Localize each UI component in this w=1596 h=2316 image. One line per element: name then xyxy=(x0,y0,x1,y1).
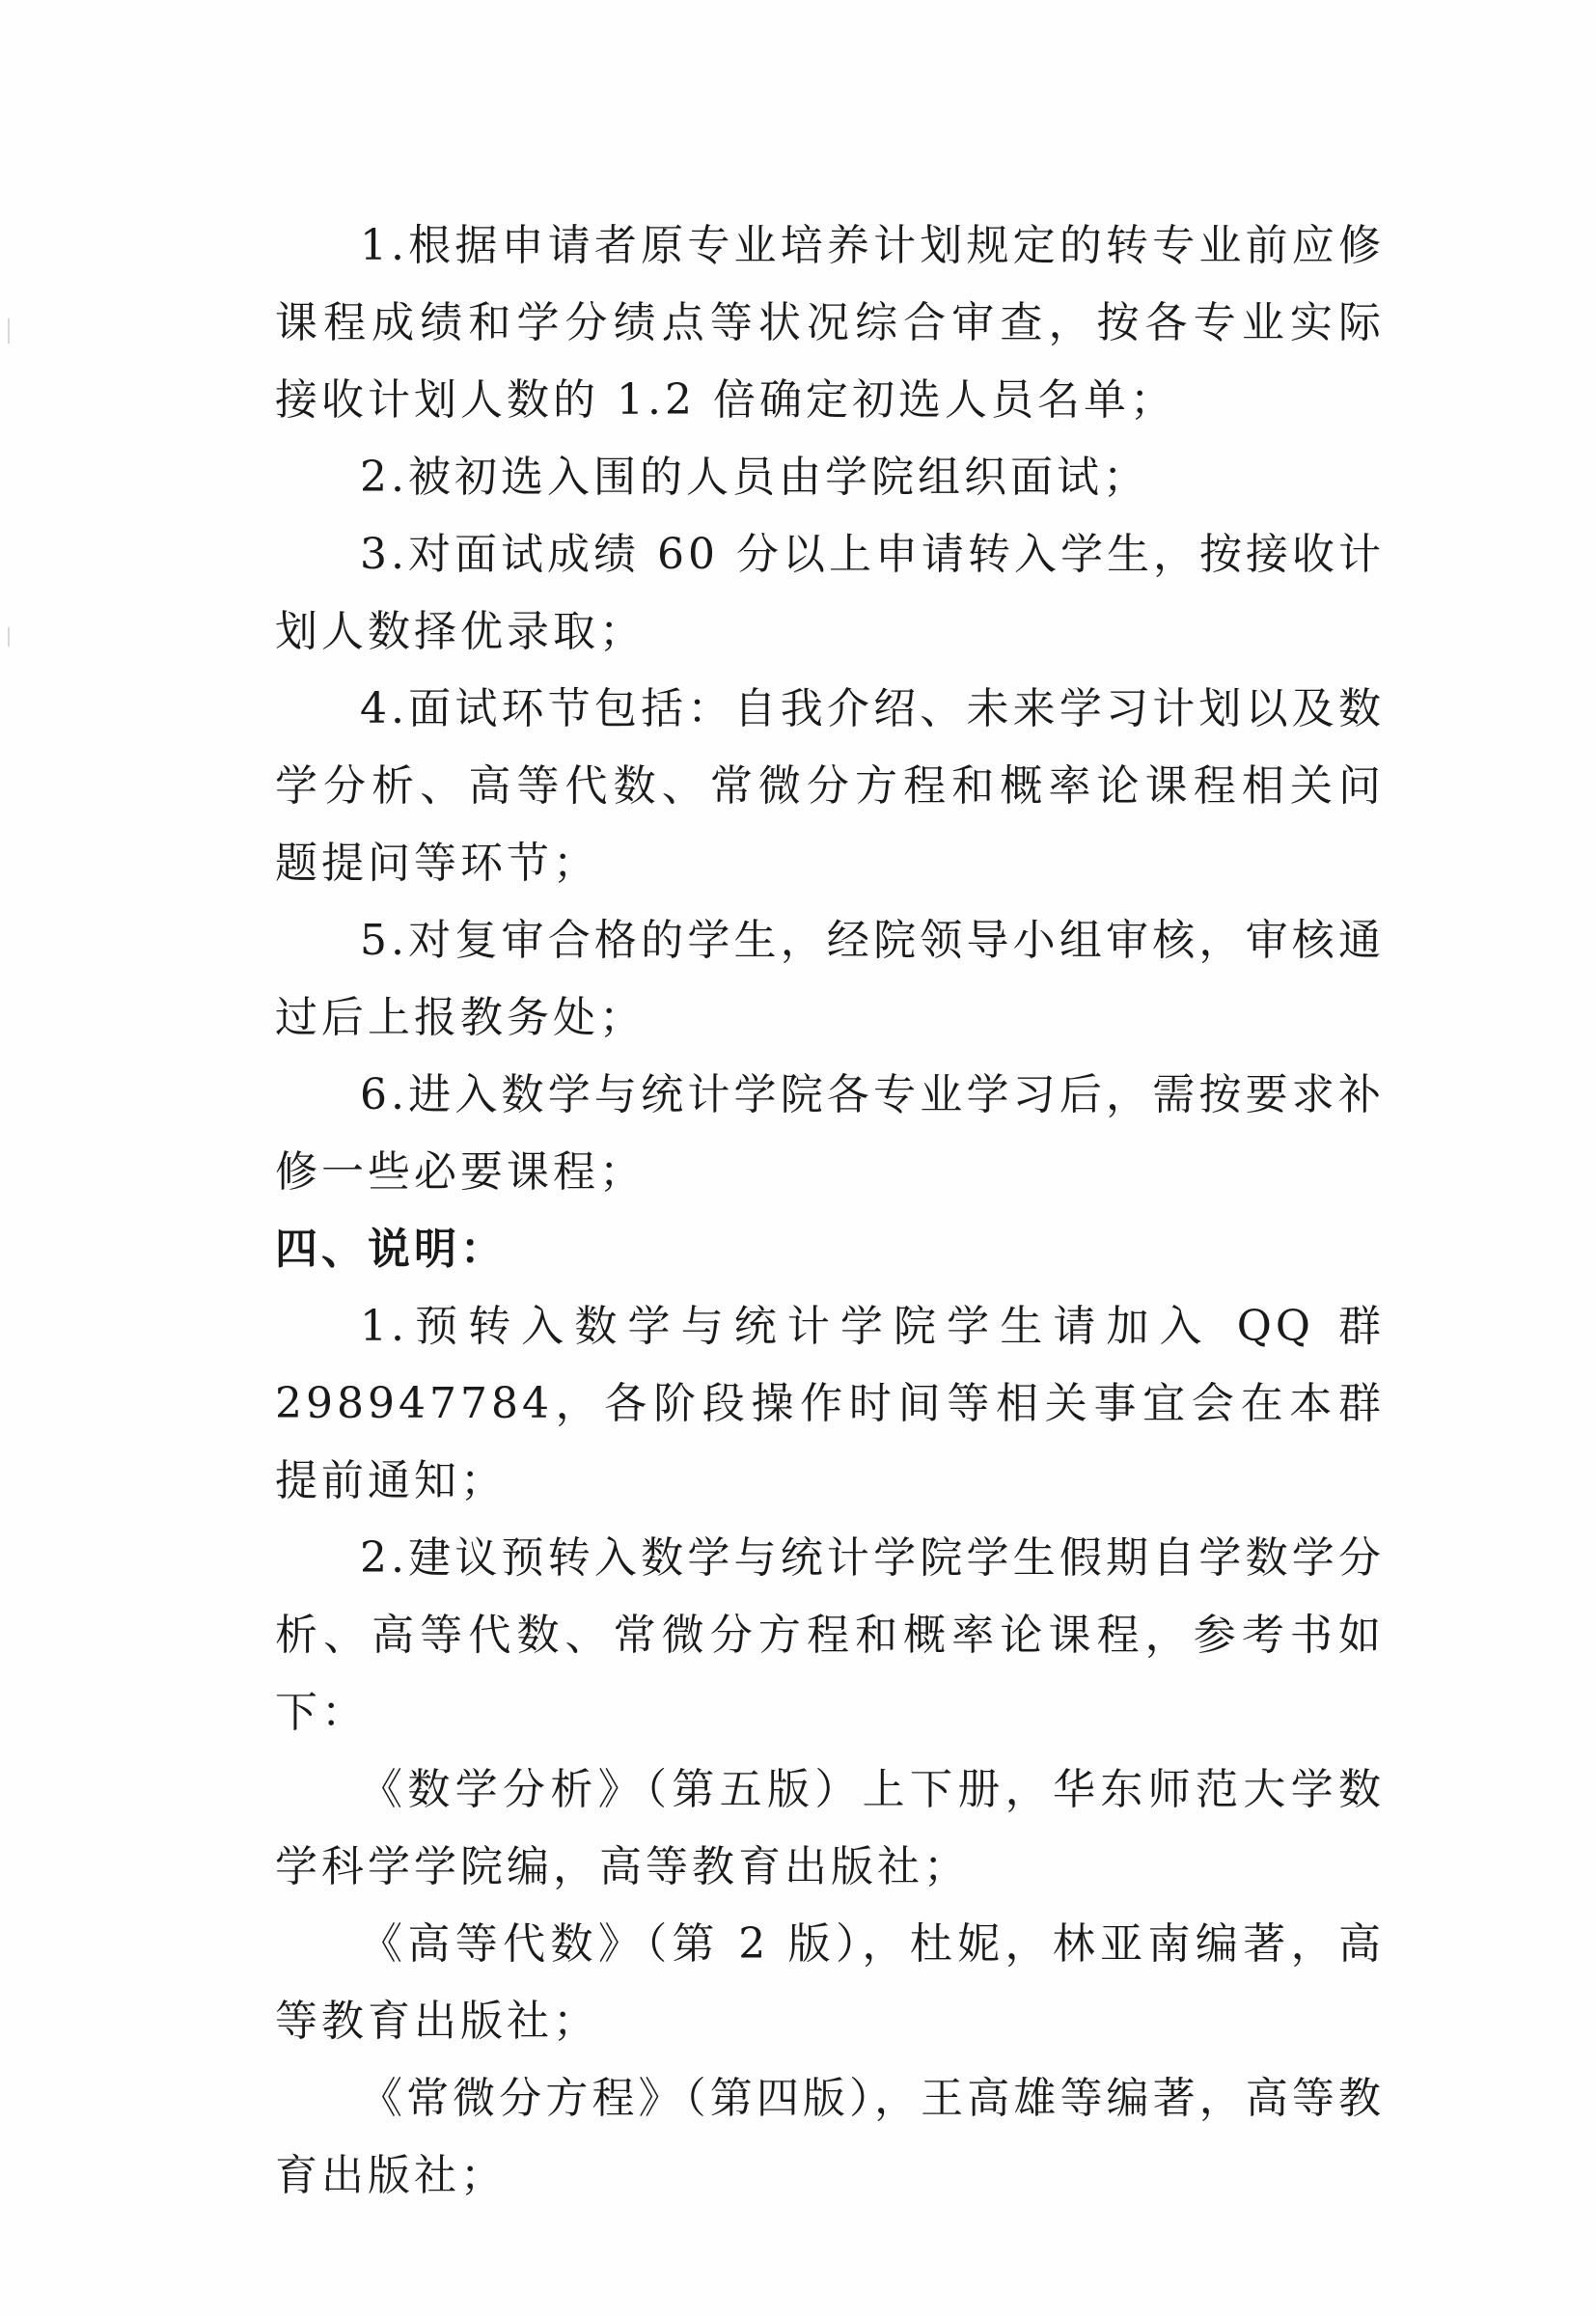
paragraph-admission: 3.对面试成绩 60 分以上申请转入学生，按接收计划人数择优录取； xyxy=(275,530,1385,656)
section-heading-notes: 四、说明： xyxy=(275,1225,507,1274)
scan-mark xyxy=(8,318,10,344)
paragraph-supplementary-courses: 6.进入数学与统计学院各专业学习后，需按要求补修一些必要课程； xyxy=(275,1070,1385,1197)
paragraph-self-study: 2.建议预转入数学与统计学院学生假期自学数学分析、高等代数、常微分方程和概率论课程，参考书如下： xyxy=(275,1533,1385,1737)
paragraph-final-review: 5.对复审合格的学生，经院领导小组审核，审核通过后上报教务处； xyxy=(275,916,1385,1042)
document-body xyxy=(275,207,1385,2215)
reference-book-algebra: 《高等代数》（第 2 版），杜妮，林亚南编著，高等教育出版社； xyxy=(275,1919,1385,2046)
reference-book-ode: 《常微分方程》（第四版），王高雄等编著，高等教育出版社； xyxy=(275,2074,1385,2200)
paragraph-qq-group: 1.预转入数学与统计学院学生请加入 QQ 群 298947784，各阶段操作时间等相关事宜会在本群提前通知； xyxy=(275,1302,1385,1505)
scan-mark xyxy=(8,627,10,647)
reference-book-analysis: 《数学分析》（第五版）上下册，华东师范大学数学科学学院编，高等教育出版社； xyxy=(275,1765,1385,1891)
paragraph-interview-content: 4.面试环节包括：自我介绍、未来学习计划以及数学分析、高等代数、常微分方程和概率论课程相关问题提问等环节； xyxy=(275,684,1385,888)
paragraph-review-criteria: 1.根据申请者原专业培养计划规定的转专业前应修课程成绩和学分绩点等状况综合审查，按各专业实际接收计划人数的 1.2 倍确定初选人员名单； xyxy=(275,221,1385,425)
paragraph-interview: 2.被初选入围的人员由学院组织面试； xyxy=(360,453,1149,502)
